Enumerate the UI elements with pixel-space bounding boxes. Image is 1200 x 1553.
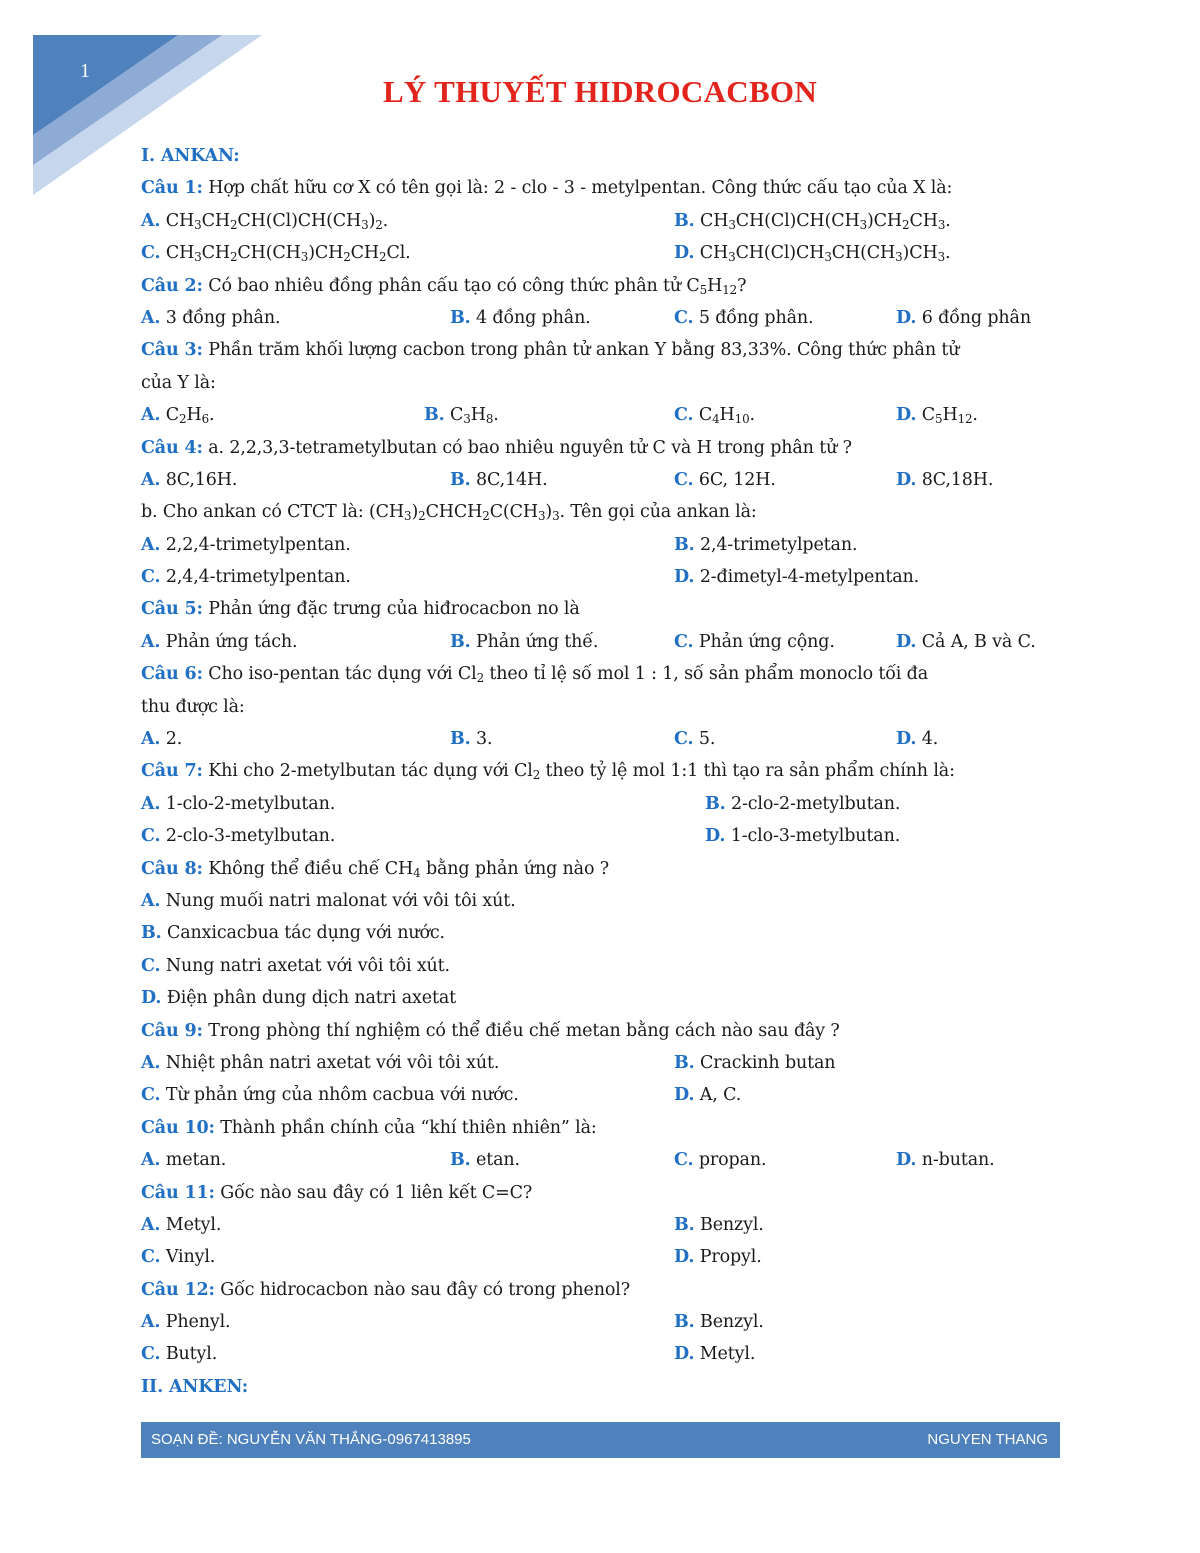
- option-c: C. Phản ứng cộng.: [674, 631, 835, 652]
- question-label: Câu 5:: [141, 599, 203, 620]
- options-row: [141, 302, 1061, 334]
- option-c: C. Nung natri axetat với vôi tôi xút.: [141, 955, 450, 976]
- question-10: [141, 1112, 1061, 1144]
- question-label: Câu 7:: [141, 761, 203, 782]
- option-d: D. Propyl.: [674, 1247, 762, 1268]
- question-6: [141, 658, 1061, 690]
- question-text: Gốc hidrocacbon nào sau đây có trong phenol?: [220, 1279, 630, 1300]
- options-row: [141, 626, 1061, 658]
- footer-brand: NGUYEN THANG: [927, 1431, 1048, 1448]
- option-a: A. 8C,16H.: [141, 469, 238, 490]
- options-row: [141, 1079, 1061, 1111]
- options-row: [141, 399, 1061, 431]
- question-text: Khi cho 2-metylbutan tác dụng với $Cl_2$ theo tỷ lệ mol 1:1 thì tạo ra sản phẩm chính là:: [208, 761, 955, 783]
- option-d: D. 8C,18H.: [896, 469, 994, 490]
- option-a: A. $CH_3CH_2CH(Cl)CH(CH_3)_2$.: [141, 210, 389, 232]
- question-5: [141, 593, 1061, 625]
- question-3: [141, 334, 1061, 366]
- option-c: C. 5.: [674, 729, 716, 750]
- option-a: A. Metyl.: [141, 1214, 222, 1235]
- question-text: Hợp chất hữu cơ X có tên gọi là: 2 - clo - 3 - metylpentan. Công thức cấu tạo của X là:: [208, 178, 953, 199]
- option-a: A. metan.: [141, 1150, 227, 1171]
- option-a: A. 2.: [141, 729, 183, 750]
- option-b: B. Benzyl.: [674, 1214, 764, 1235]
- option-d: D. $C_5H_{12}$.: [896, 405, 978, 427]
- question-label: Câu 3:: [141, 340, 203, 361]
- question-text-continued: thu được là:: [141, 696, 245, 717]
- option-b: B. Phản ứng thế.: [450, 631, 599, 652]
- option-a: A. 2,2,4-trimetylpentan.: [141, 534, 351, 555]
- footer-author: SOẠN ĐỀ: NGUYỄN VĂN THẮNG-0967413895: [151, 1431, 471, 1448]
- option-d: D. A, C.: [674, 1085, 742, 1106]
- option-c: C. Từ phản ứng của nhôm cacbua với nước.: [141, 1085, 519, 1106]
- options-row: [141, 1306, 1061, 1338]
- option-a: A. 1-clo-2-metylbutan.: [141, 793, 336, 814]
- page-footer: [141, 1422, 1060, 1458]
- options-row: [141, 205, 1061, 237]
- options-row: [141, 1144, 1061, 1176]
- options-row: [141, 1209, 1061, 1241]
- question-7: [141, 755, 1061, 787]
- question-text: a. 2,2,3,3-tetrametylbutan có bao nhiêu nguyên tử C và H trong phân tử ?: [202, 437, 852, 458]
- option-d: D. 1-clo-3-metylbutan.: [705, 826, 901, 847]
- question-label: Câu 6:: [141, 664, 203, 685]
- section-heading: I. ANKAN:: [141, 146, 240, 166]
- option-b: B. $CH_3CH(Cl)CH(CH_3)CH_2CH_3$.: [674, 210, 951, 232]
- question-text: Phản ứng đặc trưng của hiđrocacbon no là: [208, 599, 580, 620]
- question-text-continued: của Y là:: [141, 372, 216, 393]
- question-11: [141, 1177, 1061, 1209]
- question-part-b: b. Cho ankan có CTCT là: $(CH_3)_2CHCH_2C(CH_3)_3$. Tên gọi của ankan là:: [141, 502, 757, 524]
- question-1: [141, 172, 1061, 204]
- option-d: D. 2-đimetyl-4-metylpentan.: [674, 567, 920, 588]
- option-b: B. $C_3H_8$.: [424, 405, 499, 427]
- question-text: Trong phòng thí nghiệm có thể điều chế metan bằng cách nào sau đây ?: [208, 1020, 840, 1041]
- question-text: Có bao nhiêu đồng phân cấu tạo có công thức phân tử $C_5H_{12}$?: [208, 275, 747, 297]
- option-c: C. Butyl.: [141, 1344, 218, 1365]
- options-row: [141, 788, 1061, 820]
- option-c: C. Vinyl.: [141, 1247, 216, 1268]
- question-label: Câu 10:: [141, 1117, 215, 1138]
- question-2: [141, 270, 1061, 302]
- option-d: D. Cả A, B và C.: [896, 631, 1036, 652]
- option-b: B. Crackinh butan: [674, 1052, 836, 1073]
- option-c: C. 2,4,4-trimetylpentan.: [141, 567, 351, 588]
- question-label: Câu 12:: [141, 1279, 215, 1300]
- question-label: Câu 9:: [141, 1020, 203, 1041]
- question-label: Câu 4:: [141, 437, 203, 458]
- option-a: A. Phản ứng tách.: [141, 631, 298, 652]
- option-b: B. 2,4-trimetylpetan.: [674, 534, 858, 555]
- option-b: B. etan.: [450, 1150, 520, 1171]
- option-c: C. 2-clo-3-metylbutan.: [141, 826, 336, 847]
- option-c: C. $C_4H_{10}$.: [674, 405, 755, 427]
- question-label: Câu 11:: [141, 1182, 215, 1203]
- options-row: [141, 723, 1061, 755]
- option-d: D. n-butan.: [896, 1150, 995, 1171]
- question-text: Gốc nào sau đây có 1 liên kết C=C?: [220, 1182, 533, 1203]
- question-label: Câu 2:: [141, 275, 203, 296]
- document-body: [141, 140, 1061, 1403]
- question-text: Thành phần chính của “khí thiên nhiên” là:: [220, 1117, 597, 1138]
- question-12: [141, 1274, 1061, 1306]
- question-8: [141, 853, 1061, 885]
- option-d: D. $CH_3CH(Cl)CH_3CH(CH_3)CH_3$.: [674, 243, 951, 265]
- option-a: A. 3 đồng phân.: [141, 307, 281, 328]
- page-number: 1: [80, 60, 90, 82]
- option-b: B. 2-clo-2-metylbutan.: [705, 793, 901, 814]
- option-a: A. Nung muối natri malonat với vôi tôi xút.: [141, 890, 516, 911]
- options-row: [141, 561, 1061, 593]
- question-text: Cho iso-pentan tác dụng với $Cl_2$ theo tỉ lệ số mol 1 : 1, số sản phẩm monoclo tối đa: [208, 664, 929, 686]
- options-row: [141, 1338, 1061, 1370]
- options-row: [141, 464, 1061, 496]
- option-c: C. 5 đồng phân.: [674, 307, 814, 328]
- option-c: C. $CH_3CH_2CH(CH_3)CH_2CH_2Cl$.: [141, 243, 411, 265]
- option-b: B. 8C,14H.: [450, 469, 548, 490]
- question-4: [141, 432, 1061, 464]
- question-text: Không thể điều chế $CH_4$ bằng phản ứng nào ?: [208, 858, 609, 880]
- option-a: A. Nhiệt phân natri axetat với vôi tôi xút.: [141, 1052, 500, 1073]
- options-row: [141, 820, 1061, 852]
- option-c: C. propan.: [674, 1150, 767, 1171]
- option-d: D. 6 đồng phân: [896, 307, 1031, 328]
- option-d: D. 4.: [896, 729, 939, 750]
- option-b: B. Benzyl.: [674, 1312, 764, 1333]
- question-label: Câu 8:: [141, 858, 203, 879]
- option-b: B. 4 đồng phân.: [450, 307, 591, 328]
- option-d: D. Metyl.: [674, 1344, 756, 1365]
- option-a: A. $C_2H_6$.: [141, 405, 215, 427]
- options-row: [141, 529, 1061, 561]
- options-row: [141, 1047, 1061, 1079]
- options-row: [141, 1241, 1061, 1273]
- question-label: Câu 1:: [141, 178, 203, 199]
- option-d: D. Điện phân dung dịch natri axetat: [141, 988, 456, 1009]
- page-title: LÝ THUYẾT HIDROCACBON: [382, 74, 818, 109]
- question-text: Phần trăm khối lượng cacbon trong phân tử ankan Y bằng 83,33%. Công thức phân tử: [208, 340, 960, 361]
- section-heading: II. ANKEN:: [141, 1376, 249, 1397]
- option-c: C. 6C, 12H.: [674, 469, 776, 490]
- question-9: [141, 1015, 1061, 1047]
- option-a: A. Phenyl.: [141, 1312, 231, 1333]
- option-b: B. Canxicacbua tác dụng với nước.: [141, 923, 445, 944]
- options-row: [141, 237, 1061, 269]
- option-b: B. 3.: [450, 729, 493, 750]
